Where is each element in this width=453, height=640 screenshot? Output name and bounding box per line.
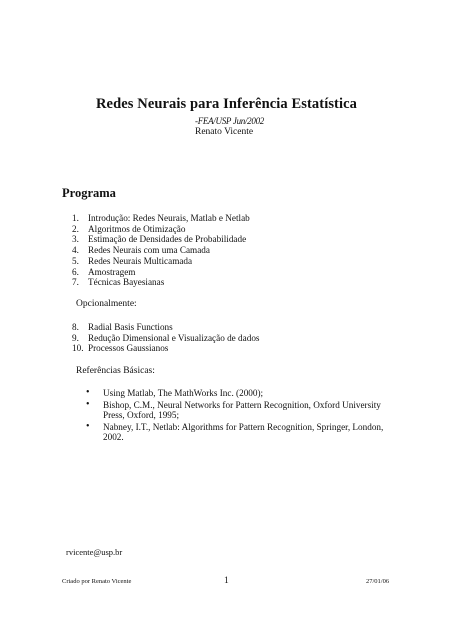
list-item-number: 9.	[72, 332, 79, 343]
bullet-icon: •	[86, 387, 90, 398]
list-item	[72, 343, 260, 354]
document-subtitle: -FEA/USP Jun/2002	[195, 116, 264, 126]
list-item-number: 5.	[72, 255, 79, 266]
list-item	[72, 256, 250, 267]
list-item	[72, 213, 250, 224]
bullet-icon: •	[86, 420, 90, 432]
reference-text: Nabney, I.T., Netlab: Algorithms for Pattern Recognition, Springer, London, 2002.	[103, 421, 384, 443]
list-item	[72, 333, 260, 344]
list-item-text: Introdução: Redes Neurais, Matlab e Netlab	[88, 213, 250, 223]
footer-creator: Criado por Renato Vicente	[62, 578, 132, 585]
section-heading-programa: Programa	[62, 186, 116, 200]
programa-list	[72, 213, 250, 288]
list-item-number: 6.	[72, 266, 79, 277]
list-item-text: Amostragem	[88, 266, 136, 277]
list-item-number: 3.	[72, 234, 79, 245]
document-title: Redes Neurais para Inferência Estatística	[95, 96, 358, 112]
list-item-number: 4.	[72, 245, 79, 256]
list-item-text: Redes Neurais com uma Camada	[88, 245, 210, 256]
list-item	[72, 267, 250, 278]
list-item-text: Radial Basis Functions	[88, 322, 173, 332]
list-item-text: Redução Dimensional e Visualização de dados	[88, 332, 260, 343]
list-item	[72, 322, 260, 333]
list-item	[72, 234, 250, 245]
list-item-number: 8.	[72, 322, 79, 332]
reference-item	[86, 400, 396, 421]
list-item-text: Estimação de Densidades de Probabilidade	[88, 234, 247, 245]
list-item-number: 7.	[72, 277, 79, 288]
contact-email[interactable]: rvicente@usp.br	[66, 547, 123, 557]
bullet-icon: •	[86, 398, 90, 410]
optional-list	[72, 322, 260, 354]
list-item	[72, 224, 250, 235]
list-item-text: Redes Neurais Multicamada	[88, 255, 193, 266]
list-item-text: Processos Gaussianos	[88, 343, 169, 354]
optional-label: Opcionalmente:	[76, 299, 137, 309]
list-item-text: Técnicas Bayesianas	[88, 277, 165, 288]
list-item	[72, 245, 250, 256]
reference-item	[86, 422, 396, 443]
reference-text: Using Matlab, The MathWorks Inc. (2000);	[103, 388, 264, 398]
list-item-number: 2.	[72, 223, 79, 234]
page-number: 1	[224, 576, 229, 586]
list-item-text: Algoritmos de Otimização	[88, 223, 186, 234]
list-item-number: 10.	[72, 343, 84, 354]
reference-item	[86, 388, 396, 399]
list-item-number: 1.	[72, 213, 79, 223]
reference-text: Bishop, C.M., Neural Networks for Pattern Recognition, Oxford University Press, Oxford, 1995;	[103, 399, 381, 421]
footer-date: 27/01/06	[366, 578, 390, 585]
references-list	[86, 388, 396, 444]
document-author: Renato Vicente	[195, 127, 254, 137]
list-item	[72, 277, 250, 288]
references-label: Referências Básicas:	[76, 366, 155, 376]
